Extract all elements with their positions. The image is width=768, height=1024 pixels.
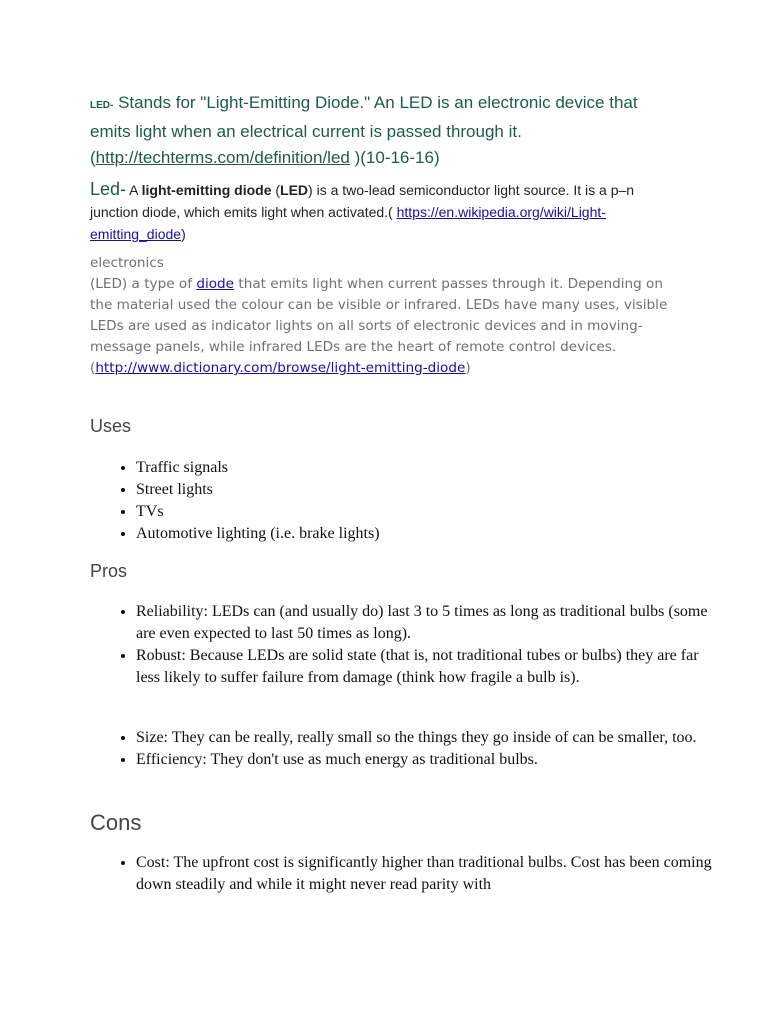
techterms-paragraph [90, 90, 680, 171]
pros-list [90, 601, 726, 689]
wiki-bold-term: light-emitting diode [141, 182, 272, 198]
cons-heading: Cons [90, 810, 142, 835]
list-item: • TVs [136, 501, 726, 523]
wiki-text-2: ( [271, 182, 281, 198]
cons-list [90, 852, 726, 896]
uses-list [90, 457, 726, 545]
wiki-text-3: ) is a two-lead semiconductor light source. It is a p–n junction diode, which emits light when activated.( [90, 182, 635, 220]
open-paren: ( [90, 148, 96, 167]
list-item: • Traffic signals [136, 457, 726, 479]
pros-list-continued [90, 727, 726, 771]
pros-heading: Pros [90, 561, 128, 581]
list-item: • Street lights [136, 479, 726, 501]
wiki-bold-abbr: LED [280, 182, 309, 198]
dictionary-link[interactable]: http://www.dictionary.com/browse/light-emitting-diode [95, 360, 466, 376]
wiki-text-1: A [126, 182, 142, 198]
wikipedia-paragraph [90, 178, 680, 245]
uses-heading: Uses [90, 416, 132, 436]
dictionary-text-1: (LED) a type of [90, 276, 197, 292]
wikipedia-link[interactable]: https://en.wikipedia.org/wiki/Light-emitting_diode [90, 204, 606, 242]
list-item: • Automotive lighting (i.e. brake lights) [136, 523, 726, 545]
dictionary-text-3: ) [465, 360, 471, 376]
diode-link[interactable]: diode [196, 276, 235, 292]
list-item: • Efficiency: They don't use as much energy as traditional bulbs. [136, 749, 726, 771]
list-item: • Cost: The upfront cost is significantly higher than traditional bulbs. Cost has been coming down steadily and while it might never read parity with [136, 852, 726, 896]
dictionary-paragraph [90, 253, 680, 379]
led-lead: Led- [90, 179, 127, 199]
techterms-date: )(10-16-16) [349, 148, 440, 167]
dictionary-text-2: that emits light when current passes through it. Depending on the material used the colour can be visible or infrared. LEDs have many uses, visible LEDs are used as indicator lights on all sorts of electronic devices and in moving-message panels, while infrared LEDs are the heart of remote control devices. ( [90, 276, 668, 376]
list-item: • Size: They can be really, really small so the things they go inside of can be smaller, too. [136, 727, 726, 749]
techterms-link[interactable]: http://techterms.com/definition/led [95, 148, 350, 167]
dictionary-category: electronics [90, 255, 164, 271]
list-item: • Reliability: LEDs can (and usually do) last 3 to 5 times as long as traditional bulbs (some are even expected to last 50 times as long). [136, 601, 726, 645]
led-tag: LED- [90, 100, 114, 111]
techterms-text: Stands for "Light-Emitting Diode." An LED is an electronic device that emits light when an electrical current is passed through it. [90, 93, 638, 141]
wiki-text-4: ) [181, 226, 186, 242]
list-item: • Robust: Because LEDs are solid state (that is, not traditional tubes or bulbs) they are far less likely to suffer failure from damage (think how fragile a bulb is). [136, 645, 726, 689]
